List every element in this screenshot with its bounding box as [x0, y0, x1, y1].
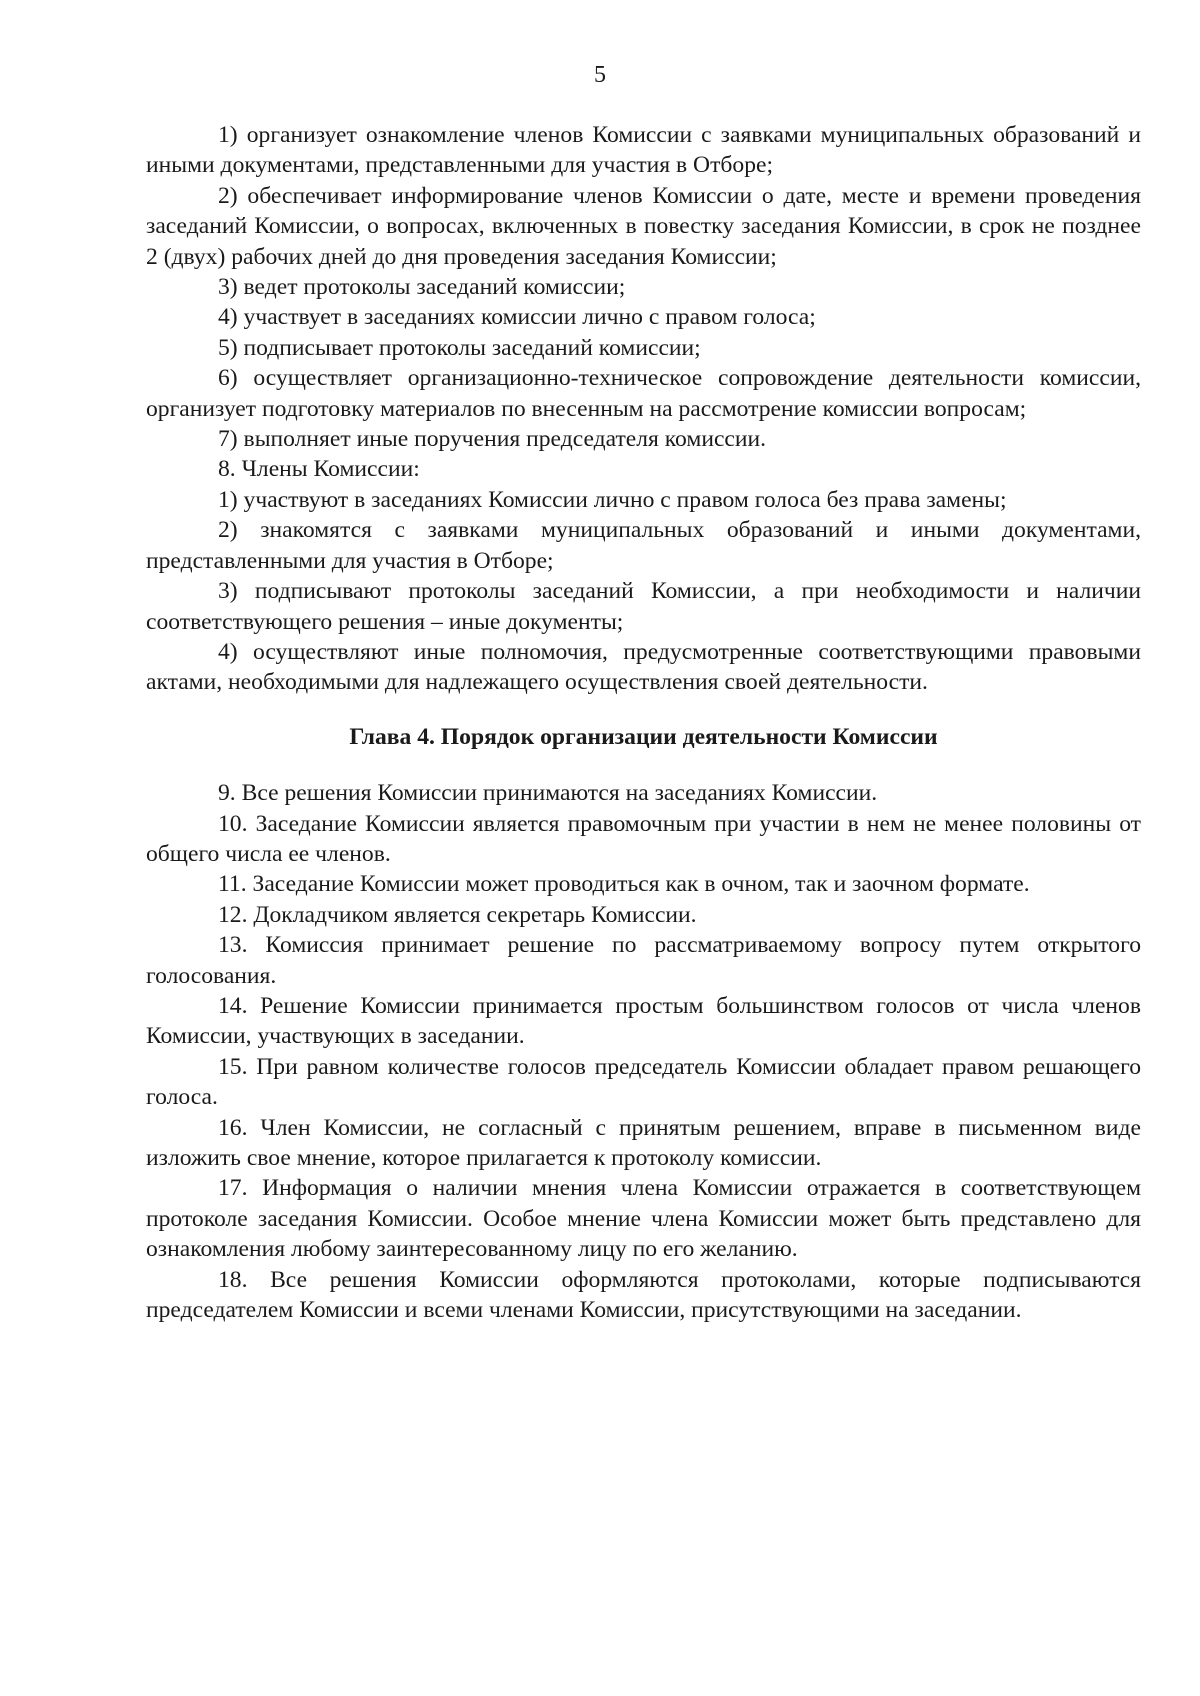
paragraph-item: 9. Все решения Комиссии принимаются на заседаниях Комиссии. [218, 780, 878, 807]
paragraph-item: 17. Информация о наличии мнения члена Комиссии отражается в соответствующем протоколе заседания Комиссии. Особое мнение члена Комиссии может быть представлено для ознакомления любому заинтересованному лицу по его желанию. [146, 1175, 1141, 1263]
document-body [146, 120, 1141, 1325]
paragraph-item: 3) ведет протоколы заседаний комиссии; [218, 274, 626, 301]
paragraph-item: 6) осуществляет организационно-техническое сопровождение деятельности комиссии, организует подготовку материалов по внесенным на рассмотрение комиссии вопросам; [146, 365, 1141, 422]
paragraph-item: 13. Комиссия принимает решение по рассматриваемому вопросу путем открытого голосования. [146, 932, 1141, 989]
page-number: 5 [594, 62, 606, 88]
paragraph-item: 2) знакомятся с заявками муниципальных образований и иными документами, представленными для участия в Отборе; [146, 517, 1141, 574]
paragraph-item: 14. Решение Комиссии принимается простым большинством голосов от числа членов Комиссии, участвующих в заседании. [146, 992, 1141, 1050]
paragraph-item: 7) выполняет иные поручения председателя комиссии. [218, 426, 767, 453]
paragraph-item: 12. Докладчиком является секретарь Комиссии. [218, 901, 697, 928]
paragraph-item: 3) подписывают протоколы заседаний Комиссии, а при необходимости и наличии соответствующего решения – иные документы; [146, 578, 1141, 635]
paragraph-item: 4) осуществляют иные полномочия, предусмотренные соответствующими правовыми актами, необходимыми для надлежащего осуществления своей деятельности. [146, 638, 1141, 696]
paragraph-item: 16. Член Комиссии, не согласный с принятым решением, вправе в письменном виде изложить свое мнение, которое прилагается к протоколу комиссии. [146, 1114, 1141, 1171]
paragraph-item: 5) подписывает протоколы заседаний комиссии; [218, 334, 701, 361]
paragraph-item: 10. Заседание Комиссии является правомочным при участии в нем не менее половины от общего числа ее членов. [146, 810, 1141, 867]
paragraph-item: 1) участвуют в заседаниях Комиссии лично с правом голоса без права замены; [218, 486, 1007, 513]
paragraph-item: 15. При равном количестве голосов председатель Комиссии обладает правом решающего голоса. [146, 1053, 1141, 1111]
paragraph-item: 18. Все решения Комиссии оформляются протоколами, которые подписываются председателем Комиссии и всеми членами Комиссии, присутствующими на заседании. [146, 1266, 1141, 1324]
secretary-duties-section [146, 120, 1141, 698]
paragraph-item: 11. Заседание Комиссии может проводиться как в очном, так и заочном формате. [218, 871, 1030, 898]
chapter-heading: Глава 4. Порядок организации деятельности Комиссии [349, 723, 938, 750]
paragraph-item: 8. Члены Комиссии: [218, 456, 420, 483]
chapter-4-section [146, 778, 1141, 1325]
paragraph-item: 1) организует ознакомление членов Комиссии с заявками муниципальных образований и иными документами, представленными для участия в Отборе; [146, 122, 1141, 179]
paragraph-item: 2) обеспечивает информирование членов Комиссии о дате, месте и времени проведения заседаний Комиссии, о вопросах, включенных в повестку заседания Комиссии, в срок не позднее 2 (двух) рабочих дней до дня проведения заседания Комиссии; [146, 182, 1141, 270]
paragraph-item: 4) участвует в заседаниях комиссии лично с правом голоса; [218, 304, 816, 331]
